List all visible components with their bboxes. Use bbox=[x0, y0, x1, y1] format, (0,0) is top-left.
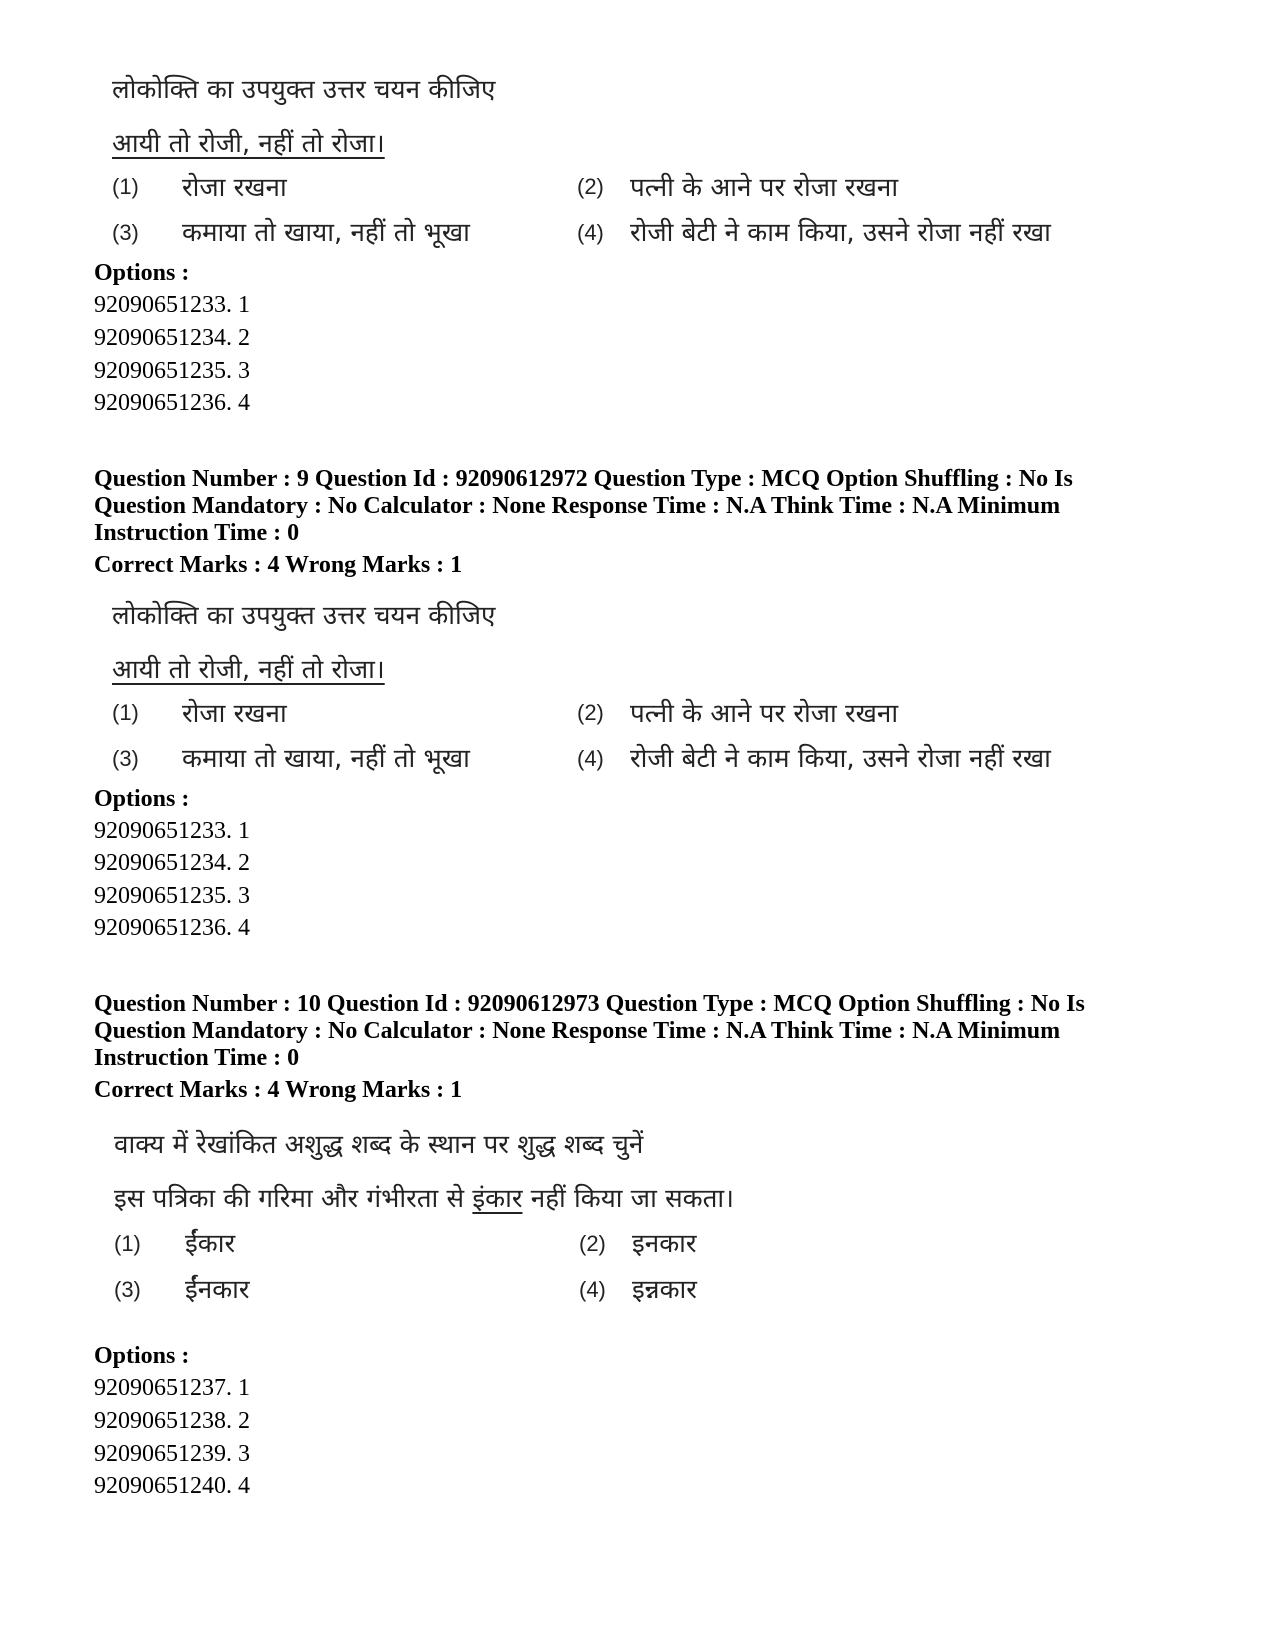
choice-text: पत्नी के आने पर रोजा रखना bbox=[630, 699, 899, 729]
choice-text: इनकार bbox=[632, 1229, 697, 1259]
choice-number: (2) bbox=[577, 700, 604, 725]
sentence-text: इस पत्रिका की गरिमा और गंभीरता से bbox=[114, 1184, 473, 1214]
underlined-word: इंकार bbox=[472, 1184, 523, 1214]
question-meta bbox=[94, 991, 1174, 1072]
choice-text: इन्नकार bbox=[632, 1275, 697, 1305]
meta-line: Question Mandatory : No Calculator : None Response Time : N.A Think Time : N.A Minimum bbox=[94, 493, 1061, 519]
choice-number: (1) bbox=[114, 1231, 141, 1256]
question-sentence bbox=[114, 1179, 734, 1215]
question-prompt: लोकोक्ति का उपयुक्त उत्तर चयन कीजिए bbox=[112, 75, 496, 105]
choice-text: रोजा रखना bbox=[182, 173, 287, 203]
choice-text: कमाया तो खाया, नहीं तो भूखा bbox=[182, 218, 470, 248]
choice-number: (2) bbox=[577, 174, 604, 199]
choice-number: (4) bbox=[577, 746, 604, 771]
meta-line: Question Number : 9 Question Id : 92090612972 Question Type : MCQ Option Shuffling : No Is bbox=[94, 466, 1073, 492]
choice-text: पत्नी के आने पर रोजा रखना bbox=[630, 173, 899, 203]
choice-number: (4) bbox=[579, 1277, 606, 1302]
marks-line: Correct Marks : 4 Wrong Marks : 1 bbox=[94, 552, 463, 578]
choice-text: ईंकार bbox=[185, 1229, 236, 1259]
meta-line: Instruction Time : 0 bbox=[94, 1045, 300, 1071]
question-prompt: लोकोक्ति का उपयुक्त उत्तर चयन कीजिए bbox=[112, 601, 496, 631]
choice-number: (3) bbox=[112, 220, 139, 245]
option-item: 92090651233. 1 bbox=[94, 818, 250, 844]
option-item: 92090651234. 2 bbox=[94, 325, 250, 351]
option-item: 92090651234. 2 bbox=[94, 850, 250, 876]
option-item: 92090651240. 4 bbox=[94, 1473, 250, 1499]
choice-text: रोजा रखना bbox=[182, 699, 287, 729]
choice-number: (3) bbox=[112, 746, 139, 771]
choice-text: रोजी बेटी ने काम किया, उसने रोजा नहीं रखा bbox=[630, 744, 1051, 774]
option-item: 92090651238. 2 bbox=[94, 1408, 250, 1434]
meta-line: Question Mandatory : No Calculator : None Response Time : N.A Think Time : N.A Minimum bbox=[94, 1018, 1061, 1044]
options-label: Options : bbox=[94, 260, 190, 286]
choice-number: (1) bbox=[112, 700, 139, 725]
option-item: 92090651235. 3 bbox=[94, 883, 250, 909]
options-label: Options : bbox=[94, 1343, 190, 1369]
question-sentence: आयी तो रोजी, नहीं तो रोजा। bbox=[112, 655, 385, 685]
option-item: 92090651236. 4 bbox=[94, 390, 250, 416]
choice-number: (2) bbox=[579, 1231, 606, 1256]
marks-line: Correct Marks : 4 Wrong Marks : 1 bbox=[94, 1077, 463, 1103]
meta-line: Question Number : 10 Question Id : 92090612973 Question Type : MCQ Option Shuffling : No Is bbox=[94, 991, 1085, 1017]
question-sentence: आयी तो रोजी, नहीं तो रोजा। bbox=[112, 129, 385, 159]
choice-text: कमाया तो खाया, नहीं तो भूखा bbox=[182, 744, 470, 774]
choice-number: (3) bbox=[114, 1277, 141, 1302]
option-item: 92090651236. 4 bbox=[94, 915, 250, 941]
choice-text: ईंनकार bbox=[185, 1275, 250, 1305]
options-label: Options : bbox=[94, 786, 190, 812]
meta-line: Instruction Time : 0 bbox=[94, 520, 300, 546]
option-item: 92090651239. 3 bbox=[94, 1441, 250, 1467]
question-meta bbox=[94, 466, 1174, 547]
sentence-text: नहीं किया जा सकता। bbox=[522, 1184, 735, 1214]
question-prompt: वाक्य में रेखांकित अशुद्ध शब्द के स्थान पर शुद्ध शब्द चुनें bbox=[114, 1130, 644, 1160]
choice-number: (1) bbox=[112, 174, 139, 199]
choice-text: रोजी बेटी ने काम किया, उसने रोजा नहीं रखा bbox=[630, 218, 1051, 248]
option-item: 92090651237. 1 bbox=[94, 1375, 250, 1401]
choice-number: (4) bbox=[577, 220, 604, 245]
option-item: 92090651233. 1 bbox=[94, 292, 250, 318]
option-item: 92090651235. 3 bbox=[94, 358, 250, 384]
